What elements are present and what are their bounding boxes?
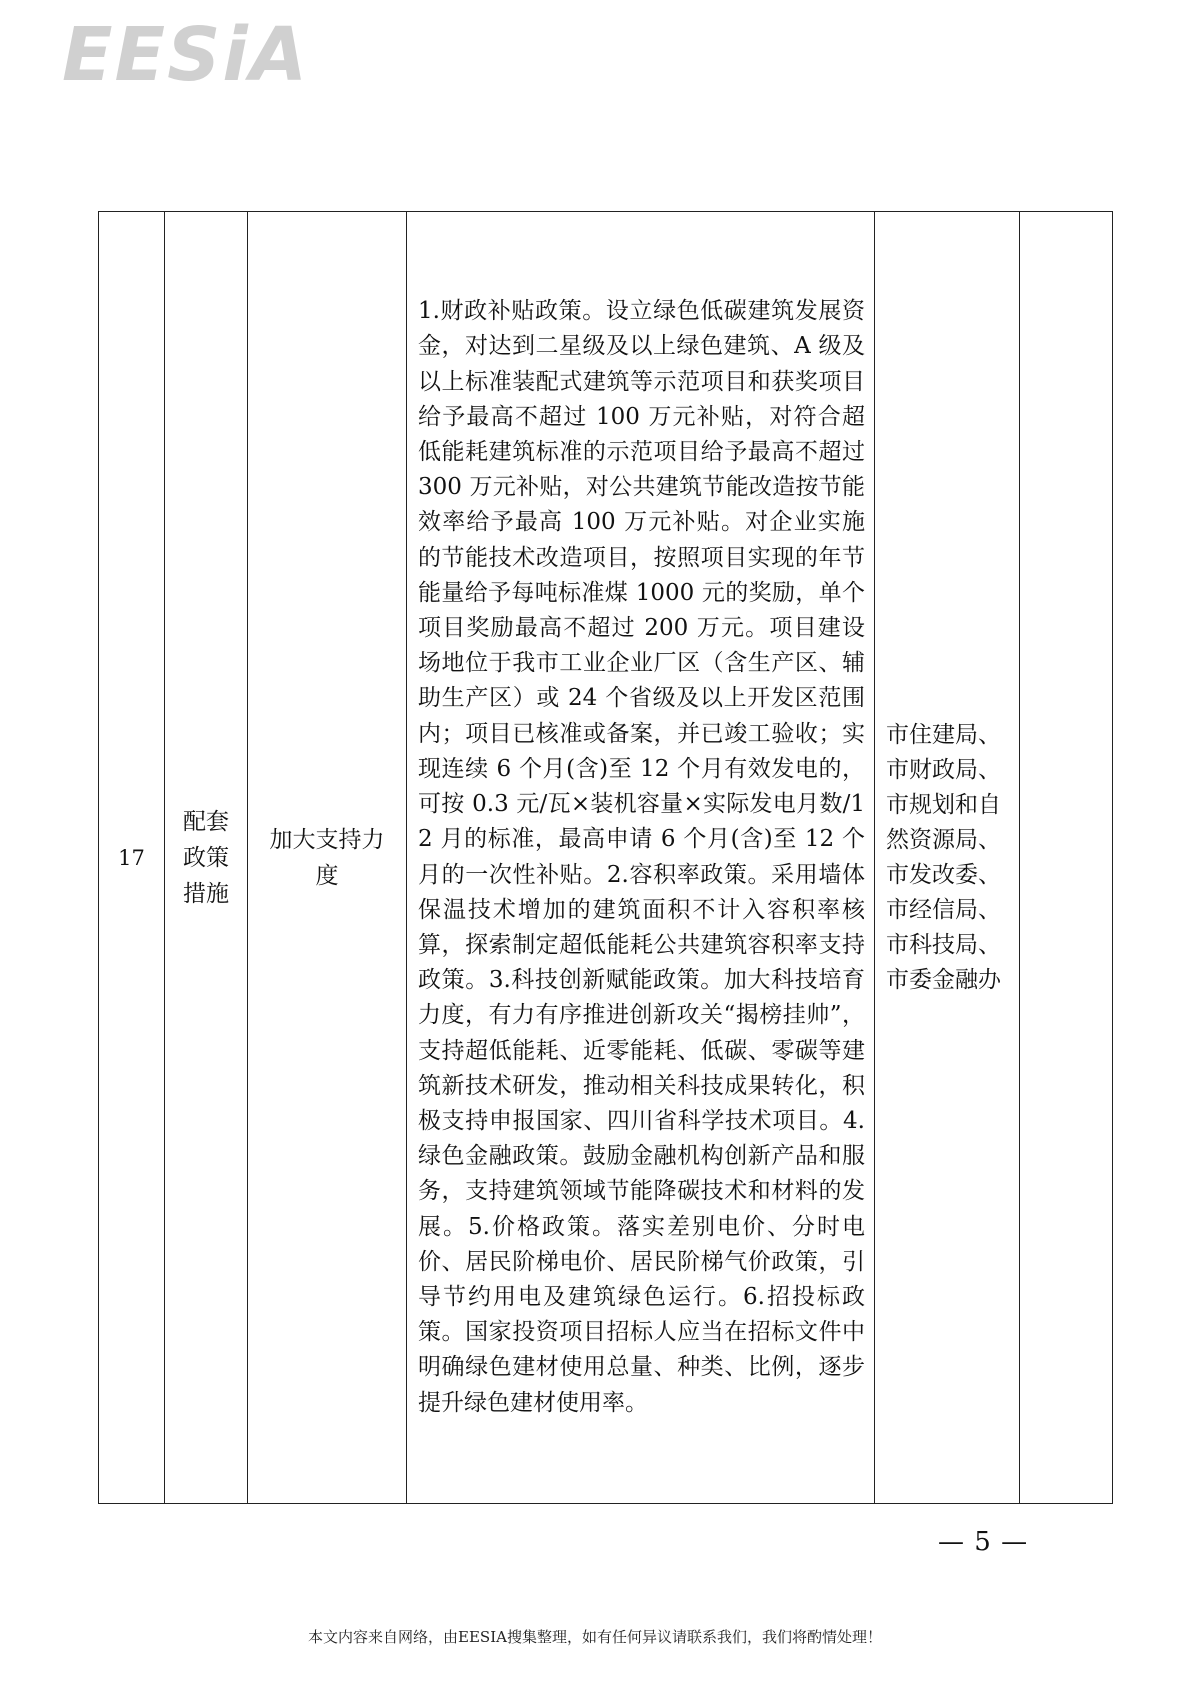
footer-note: 本文内容来自网络，由EESIA搜集整理，如有任何异议请联系我们，我们将酌情处理！ <box>308 1628 882 1646</box>
row-number: 17 <box>118 845 145 870</box>
content-text: 1.财政补贴政策。设立绿色低碳建筑发展资金，对达到二星级及以上绿色建筑、A 级及以上标准装配式建筑等示范项目和获奖项目给予最高不超过 100 万元补贴，对符合超低能耗建筑标准的示范项目给予最高不超过 300 万元补贴，对公共建筑节能改造按节能效率给予最高 100 万元补贴。对企业实施的节能技术改造项目，按照项目实现的年节能量给予每吨标准煤 1000 元的奖励，单个项目奖励最高不超过 200 万元。项目建设场地位于我市工业企业厂区（含生产区、辅助生产区）或 24 个省级及以上开发区范围内；项目已核准或备案，并已竣工验收；实现连续 6 个月(含)至 12 个月有效发电的，可按 0.3 元/瓦×装机容量×实际发电月数/12 月的标准，最高申请 6 个月(含)至 12 个月的一次性补贴。2.容积率政策。采用墙体保温技术增加的建筑面积不计入容积率核算，探索制定超低能耗公共建筑容积率支持政策。3.科技创新赋能政策。加大科技培育力度，有力有序推进创新攻关“揭榜挂帅”，支持超低能耗、近零能耗、低碳、零碳等建筑新技术研发，推动相关科技成果转化，积极支持申报国家、四川省科学技术项目。4.绿色金融政策。鼓励金融机构创新产品和服务，支持建筑领域节能降碳技术和材料的发展。5.价格政策。落实差别电价、分时电价、居民阶梯电价、居民阶梯气价政策，引导节约用电及建筑绿色运行。6.招投标政策。国家投资项目招标人应当在招标文件中明确绿色建材使用总量、种类、比例，逐步提升绿色建材使用率。 <box>418 298 865 1416</box>
policy-table <box>98 211 1113 1504</box>
department-text: 市住建局、市财政局、市规划和自然资源局、市发改委、市经信局、市科技局、市委金融办 <box>886 721 1001 993</box>
content-cell <box>407 212 875 1504</box>
category-text: 配套政策措施 <box>183 808 229 907</box>
category-cell <box>165 212 248 1504</box>
row-number-cell <box>99 212 165 1504</box>
item-text: 加大支持力度 <box>269 826 385 889</box>
department-cell <box>875 212 1020 1504</box>
eesia-logo: EESiA <box>62 12 310 98</box>
page-number: — 5 — <box>938 1527 1029 1557</box>
item-cell <box>248 212 407 1504</box>
table-row <box>99 212 1113 1504</box>
remarks-cell <box>1020 212 1113 1504</box>
